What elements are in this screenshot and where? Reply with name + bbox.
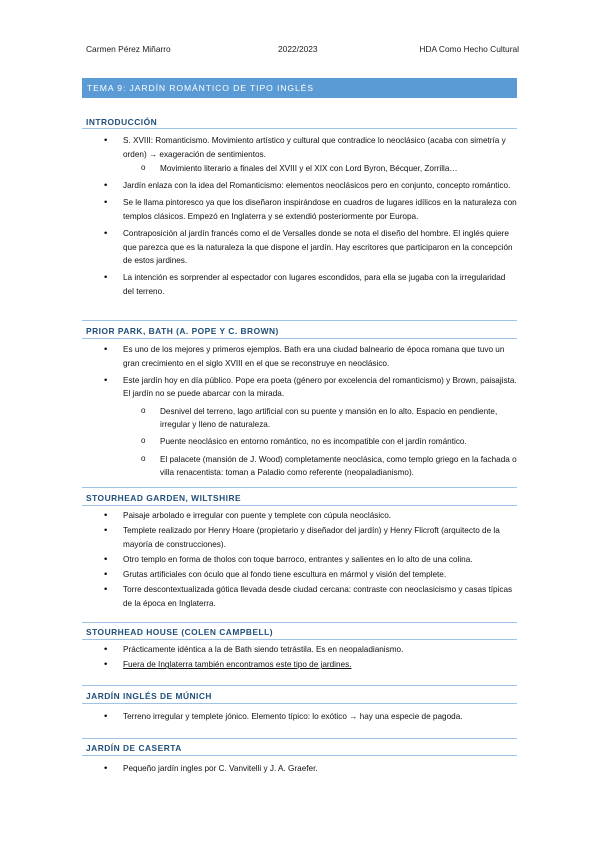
header-year: 2022/2023 xyxy=(278,44,318,54)
document-title: TEMA 9: JARDÍN ROMÁNTICO DE TIPO INGLÉS xyxy=(82,78,517,98)
section-heading-munich: JARDÍN INGLÉS DE MÚNICH xyxy=(86,691,212,701)
list-item: • Torre descontextualizada gótica llevada desde ciudad cercana: contraste con neoclasicismo y casas típicas de la época en Inglaterra. xyxy=(0,583,599,610)
section-rule xyxy=(82,685,517,686)
list-item: • Contraposición al jardín francés como el de Versalles donde se nota el diseño del hombre. El inglés quiere que parezca que es la naturaleza la que dispone el jardín. Hay escritores que participaron en la concepción de estos jardines. xyxy=(0,227,599,268)
list-item: • Grutas artificiales con óculo que al fondo tiene escultura en mármol y visión del templete. xyxy=(0,568,599,582)
section-heading-stourhead-garden: STOURHEAD GARDEN, WILTSHIRE xyxy=(86,493,242,503)
section-rule xyxy=(82,128,517,129)
section-rule xyxy=(82,338,517,339)
list-item: • Es uno de los mejores y primeros ejemplos. Bath era una ciudad balneario de época romana que tuvo un gran crecimiento en el siglo XVIII en el que se reconstruye en neoclásico. xyxy=(0,343,599,370)
list-item: • Prácticamente idéntica a la de Bath siendo tetrástila. Es en neopaladianismo. xyxy=(0,643,599,657)
list-item: • S. XVIII: Romanticismo. Movimiento artístico y cultural que contradice lo neoclásico (acaba con simetría y orden) → exageración de sentimientos. xyxy=(0,134,599,161)
section-heading-introduccion: INTRODUCCIÓN xyxy=(86,117,158,127)
section-rule xyxy=(82,755,517,756)
list-item: • Se le llama pintoresco ya que los diseñaron inspirándose en cuadros de lugares idílicos en la naturaleza con templos clásicos. Empezó en Inglaterra y se extendió posteriormente por Europa. xyxy=(0,196,599,223)
stourhead-garden-list xyxy=(0,509,599,612)
list-item: • Paisaje arbolado e irregular con puente y templete con cúpula neoclásico. xyxy=(0,509,599,523)
list-item: • Jardín enlaza con la idea del Romanticismo: elementos neoclásicos pero en conjunto, concepto romántico. xyxy=(0,179,599,193)
list-item: • Pequeño jardín ingles por C. Vanvitelli y J. A. Graefer. xyxy=(0,762,599,776)
section-rule xyxy=(82,703,517,704)
list-subitem: o Desnivel del terreno, lago artificial con su puente y mansión en lo alto. Espacio en pendiente, irregular y lleno de naturaleza. xyxy=(0,405,599,432)
munich-list xyxy=(0,710,599,727)
list-item: • La intención es sorprender al espectador con lugares escondidos, para ella se jugaba con la irregularidad del terreno. xyxy=(0,271,599,298)
list-item: • Templete realizado por Henry Hoare (propietario y diseñador del jardín) y Henry Flicroft (arquitecto de la mayoría de construcciones). xyxy=(0,524,599,551)
section-rule xyxy=(82,487,517,488)
prior-park-list xyxy=(0,343,599,483)
caserta-list xyxy=(0,762,599,779)
list-subitem: o Puente neoclásico en entorno romántico, no es incompatible con el jardín romántico. xyxy=(0,435,599,449)
list-item: • Fuera de Inglaterra también encontramos este tipo de jardines. xyxy=(0,658,599,672)
section-rule xyxy=(82,639,517,640)
section-rule xyxy=(82,505,517,506)
header-author: Carmen Pérez Miñarro xyxy=(86,44,171,54)
list-item: • Terreno irregular y templete jónico. Elemento típico: lo exótico → hay una especie de pagoda. xyxy=(0,710,599,724)
list-subitem: o Movimiento literario a finales del XVIII y el XIX con Lord Byron, Bécquer, Zorrilla… xyxy=(0,162,599,176)
list-subitem: o El palacete (mansión de J. Wood) completamente neoclásica, como templo griego en la fachada o villa renacentista: toman a Paladio como referente (neopaladianismo). xyxy=(0,453,599,480)
header-course: HDA Como Hecho Cultural xyxy=(419,44,519,54)
list-item: • Otro templo en forma de tholos con toque barroco, entrantes y salientes en lo alto de una colina. xyxy=(0,553,599,567)
section-rule xyxy=(82,320,517,321)
section-heading-stourhead-house: STOURHEAD HOUSE (COLEN CAMPBELL) xyxy=(86,627,274,637)
section-heading-caserta: JARDÍN DE CASERTA xyxy=(86,743,182,753)
stourhead-house-list xyxy=(0,643,599,673)
list-item: • Este jardín hoy en día público. Pope era poeta (género por excelencia del romanticismo) y Brown, paisajista. El jardín no se puede abarcar con la mirada. xyxy=(0,374,599,401)
section-rule xyxy=(82,738,517,739)
section-heading-prior-park: PRIOR PARK, BATH (A. POPE Y C. BROWN) xyxy=(86,326,279,336)
intro-list xyxy=(0,134,599,302)
section-rule xyxy=(82,622,517,623)
